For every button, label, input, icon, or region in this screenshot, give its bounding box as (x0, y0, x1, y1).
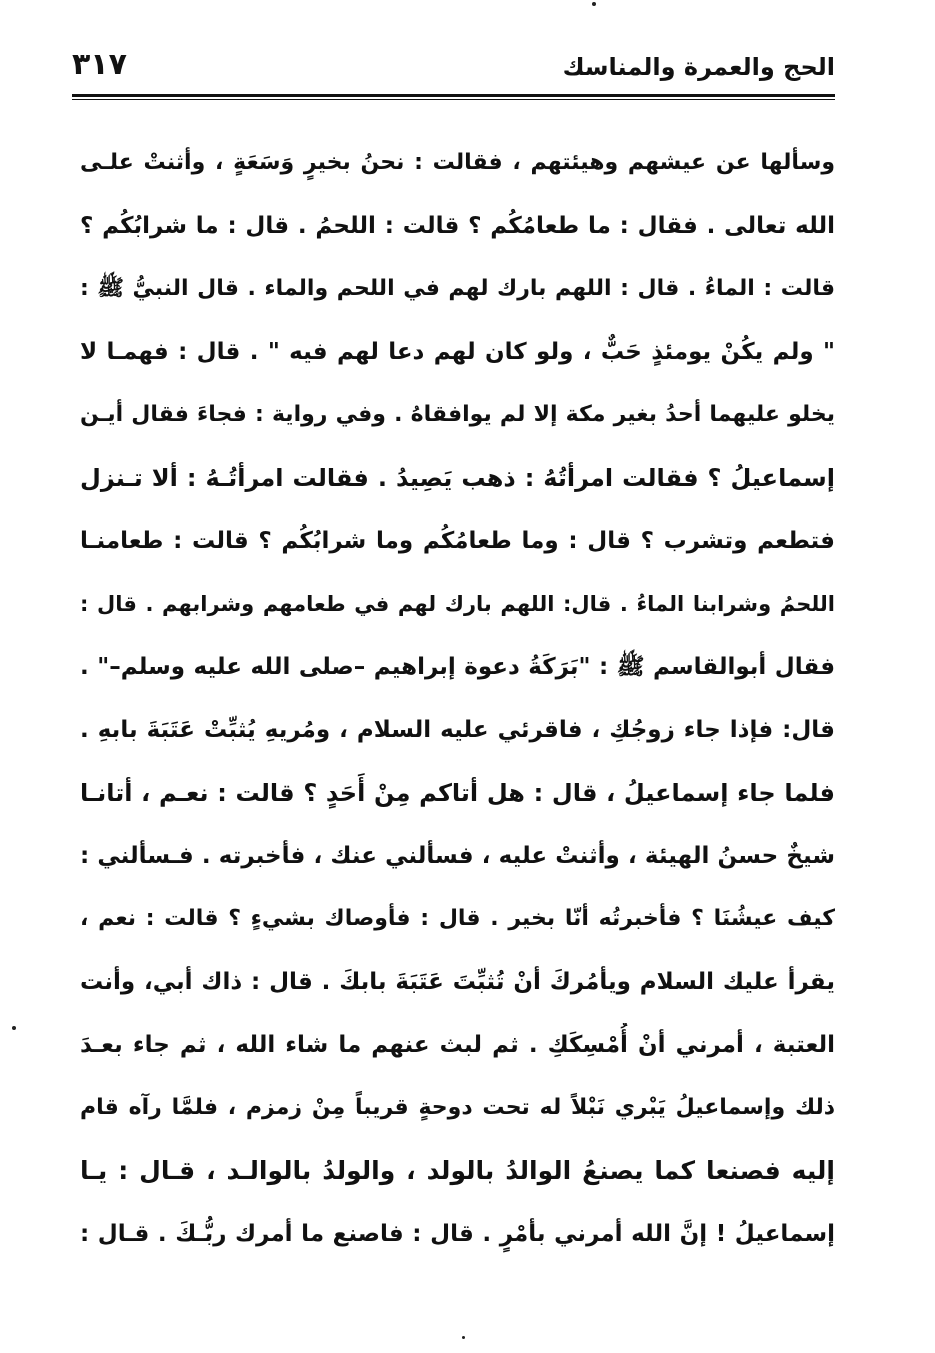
header-rule (72, 94, 835, 97)
text-line: إسماعيلُ ؟ فقالت امرأتُهُ : ذهب يَصِيدُ . فقالت امرأتُـهُ : ألا تـنزل (80, 464, 835, 492)
text-line: فلما جاء إسماعيلُ ، قال : هل أتاكم مِنْ أَحَدٍ ؟ قالت : نعـم ، أتانـا (80, 779, 835, 807)
scan-speck (462, 1336, 465, 1339)
text-line: العتبة ، أمرني أنْ أُمْسِكَكِ . ثم لبث عنهم ما شاء الله ، ثم جاء بعـدَ (80, 1032, 835, 1058)
text-line: يقرأ عليك السلام ويأمُركَ أنْ تُثبِّتَ عَتَبَةَ بابكَ . قال : ذاك أبي، وأنت (80, 969, 835, 995)
page-header (72, 44, 835, 88)
scan-speck (12, 1026, 16, 1030)
text-line: يخلو عليهما أحدُ بغير مكة إلا لم يوافقاهُ . وفي رواية : فجاءَ فقال أيـن (80, 402, 835, 427)
text-line: ذلك وإسماعيلُ يَبْري نَبْلاً له تحت دوحةٍ قريباً مِنْ زمزم ، فلمَّا رآه قام (80, 1095, 835, 1120)
page-number: ٣١٧ (72, 47, 127, 82)
text-line: قال: فإذا جاء زوجُكِ ، فاقرئي عليه السلام ، ومُريهِ يُثبِّتْ عَتَبَةَ بابهِ . (80, 717, 835, 743)
body-text (80, 141, 835, 1275)
text-line: اللحمُ وشرابنا الماءُ . قال: اللهم بارك لهم في طعامهم وشرابهم . قال : (80, 592, 835, 616)
text-line: الله تعالى . فقال : ما طعامُكُم ؟ قالت : اللحمُ . قال : ما شرابُكُم ؟ (80, 213, 835, 239)
text-line: إسماعيلُ ! إنَّ الله أمرني بأمْرٍ . قال : فاصنع ما أمرك ربُّـكَ . قـال : (80, 1221, 835, 1247)
text-line: كيف عيشُنَا ؟ فأخبرتُه أنّا بخير . قال : فأوصاك بشيءٍ ؟ قالت : نعم ، (80, 906, 835, 931)
text-line: فتطعم وتشرب ؟ قال : وما طعامُكُم وما شرابُكُم ؟ قالت : طعامنـا (80, 528, 835, 554)
text-line: " ولم يكُنْ يومئذٍ حَبٌّ ، ولو كان لهم دعا لهم فيه " . قال : فهمـا لا (80, 339, 835, 365)
scan-speck (592, 2, 596, 6)
text-line: إليه فصنعا كما يصنعُ الوالدُ بالولد ، والولدُ بالوالـد ، قـال : يـا (80, 1156, 835, 1185)
text-line: شيخٌ حسنُ الهيئة ، وأثنتْ عليه ، فسألني عنك ، فأخبرته . فـسألني : (80, 843, 835, 869)
text-line: وسألها عن عيشهم وهيئتهم ، فقالت : نحنُ بخيرٍ وَسَعَةٍ ، وأثنتْ علـى (80, 150, 835, 175)
text-line: قالت : الماءُ . قال : اللهم بارك لهم في اللحم والماء . قال النبيُّ ﷺ : (80, 276, 835, 301)
running-title: الحج والعمرة والمناسك (562, 53, 835, 81)
text-line: فقال أبوالقاسم ﷺ : "بَرَكَةُ دعوة إبراهيم –صلى الله عليه وسلم–" . (80, 654, 835, 680)
header-rule-thin (72, 99, 835, 100)
